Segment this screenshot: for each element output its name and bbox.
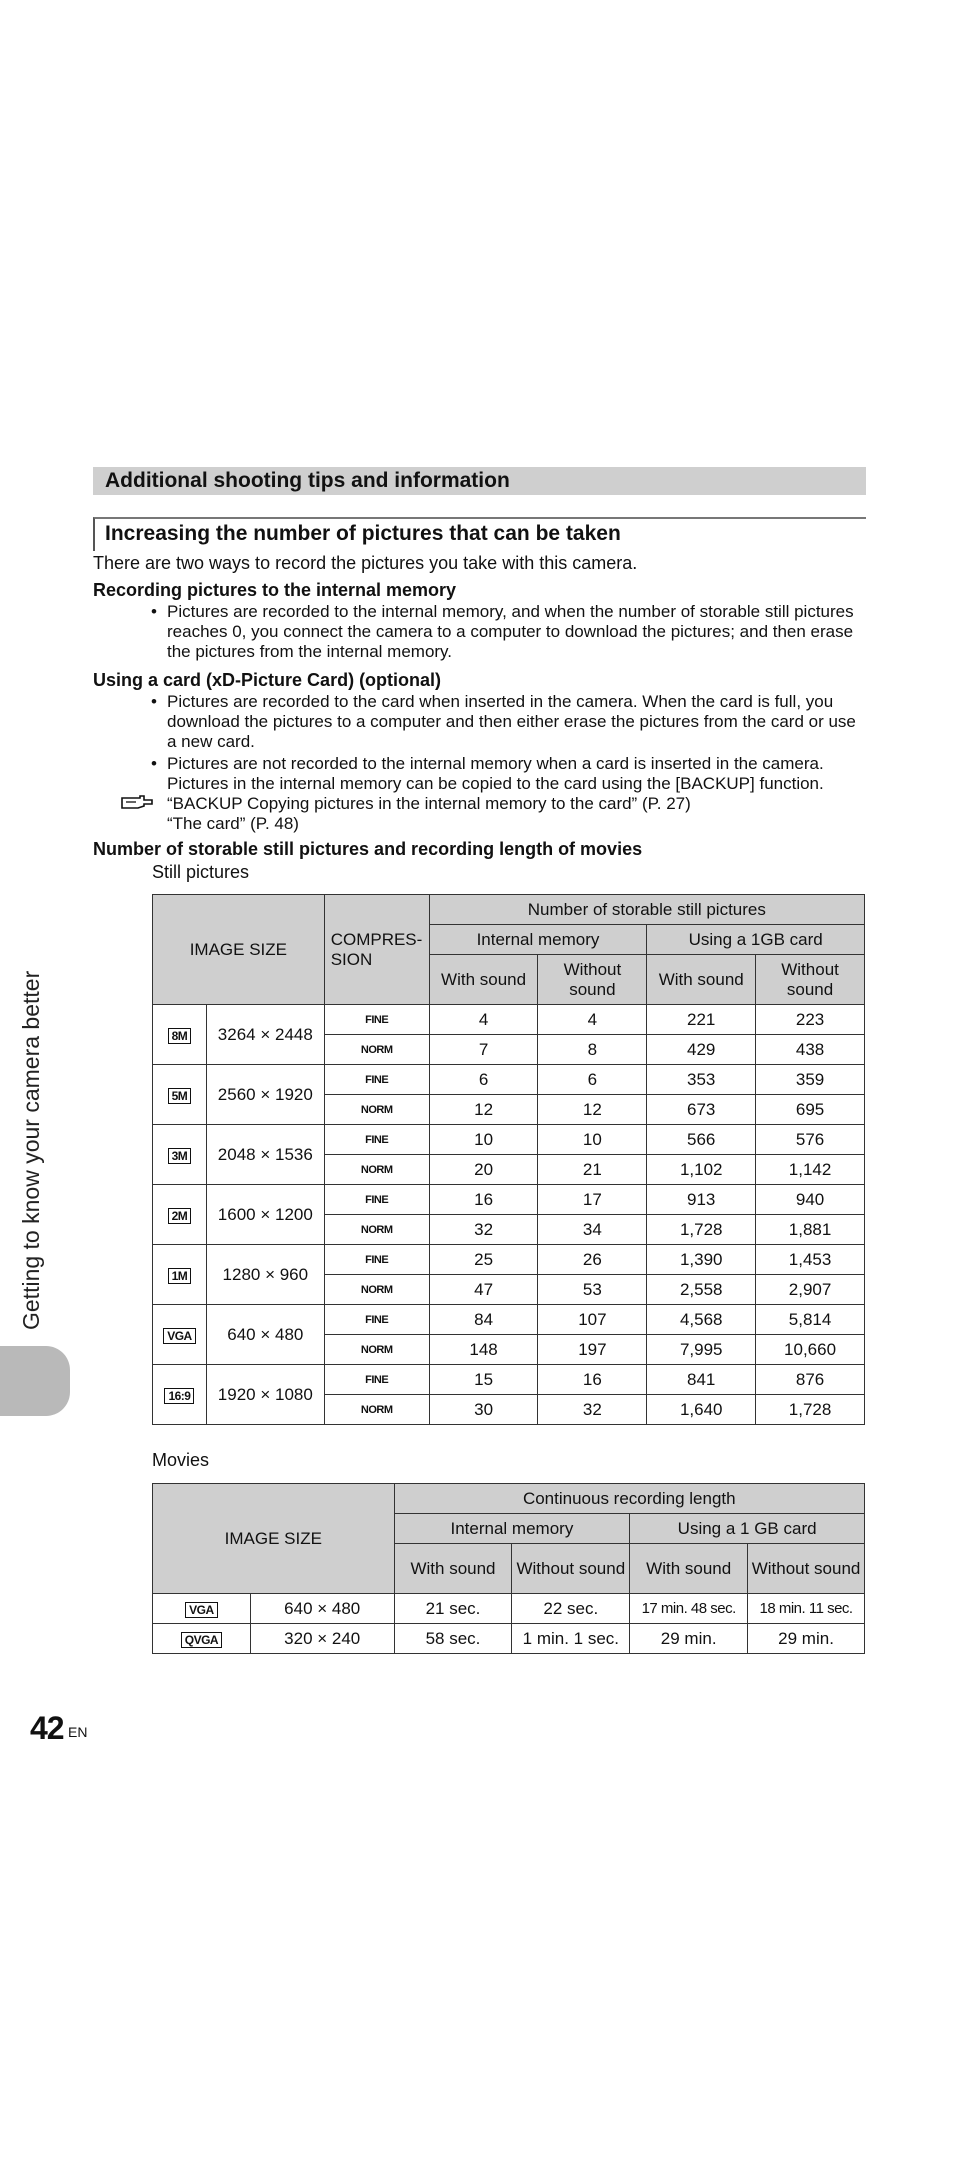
table-cell: 6 bbox=[538, 1065, 647, 1095]
table-cell: 2,558 bbox=[647, 1275, 756, 1305]
table-cell: 29 min. bbox=[630, 1624, 748, 1654]
image-size-value: 3264 × 2448 bbox=[206, 1005, 324, 1065]
recording-bullet: • Pictures are recorded to the internal memory, and when the number of storable still pictures reaches 0, you connect the camera to a computer to download the pictures; and then erase the pictures from the internal memory. bbox=[151, 602, 854, 661]
ref-2[interactable]: “The card” (P. 48) bbox=[167, 814, 299, 833]
table-row bbox=[153, 1245, 865, 1275]
still-pictures-table bbox=[152, 894, 865, 1425]
table-cell: 21 sec. bbox=[394, 1594, 512, 1624]
table-cell: 4 bbox=[538, 1005, 647, 1035]
table-cell: 438 bbox=[756, 1035, 865, 1065]
image-size-icon: 1M bbox=[153, 1245, 207, 1305]
col-without-sound: Without sound bbox=[512, 1544, 630, 1594]
table-cell: 673 bbox=[647, 1095, 756, 1125]
col-internal-memory: Internal memory bbox=[394, 1514, 630, 1544]
storable-heading: Number of storable still pictures and recording length of movies bbox=[93, 839, 643, 859]
section-title: Additional shooting tips and information bbox=[93, 467, 866, 495]
table-cell: 26 bbox=[538, 1245, 647, 1275]
col-without-sound: Without sound bbox=[538, 955, 647, 1005]
still-label: Still pictures bbox=[152, 862, 250, 882]
page-language: EN bbox=[68, 1724, 88, 1740]
table-cell: 359 bbox=[756, 1065, 865, 1095]
side-tab bbox=[0, 1346, 70, 1416]
table-row bbox=[153, 1594, 865, 1624]
pointing-hand-icon bbox=[120, 794, 154, 810]
image-size-value: 2048 × 1536 bbox=[206, 1125, 324, 1185]
image-size-value: 2560 × 1920 bbox=[206, 1065, 324, 1125]
ref-1[interactable]: “BACKUP Copying pictures in the internal memory to the card” (P. 27) bbox=[167, 794, 691, 813]
table-row bbox=[153, 1185, 865, 1215]
table-cell: 22 sec. bbox=[512, 1594, 630, 1624]
table-cell: 16 bbox=[538, 1365, 647, 1395]
col-compression: COMPRES- SION bbox=[324, 895, 429, 1005]
table-cell: 53 bbox=[538, 1275, 647, 1305]
image-size-value: 640 × 480 bbox=[206, 1305, 324, 1365]
compression-fine-icon: FINE bbox=[324, 1125, 429, 1155]
col-with-sound: With sound bbox=[647, 955, 756, 1005]
col-storable-group: Number of storable still pictures bbox=[429, 895, 864, 925]
compression-norm-icon: NORM bbox=[324, 1095, 429, 1125]
table-cell: 4,568 bbox=[647, 1305, 756, 1335]
table-cell: 695 bbox=[756, 1095, 865, 1125]
table-cell: 197 bbox=[538, 1335, 647, 1365]
col-card: Using a 1 GB card bbox=[630, 1514, 865, 1544]
table-cell: 1 min. 1 sec. bbox=[512, 1624, 630, 1654]
table-cell: 107 bbox=[538, 1305, 647, 1335]
col-without-sound: Without sound bbox=[748, 1544, 865, 1594]
table-cell: 5,814 bbox=[756, 1305, 865, 1335]
compression-fine-icon: FINE bbox=[324, 1005, 429, 1035]
table-cell: 1,728 bbox=[756, 1395, 865, 1425]
table-cell: 429 bbox=[647, 1035, 756, 1065]
image-size-icon: 5M bbox=[153, 1065, 207, 1125]
subheading: Increasing the number of pictures that can be taken bbox=[93, 517, 866, 551]
compression-fine-icon: FINE bbox=[324, 1185, 429, 1215]
table-cell: 1,881 bbox=[756, 1215, 865, 1245]
table-cell: 1,728 bbox=[647, 1215, 756, 1245]
table-cell: 566 bbox=[647, 1125, 756, 1155]
compression-norm-icon: NORM bbox=[324, 1155, 429, 1185]
col-with-sound: With sound bbox=[630, 1544, 748, 1594]
image-size-icon: 2M bbox=[153, 1185, 207, 1245]
image-size-value: 320 × 240 bbox=[250, 1624, 394, 1654]
compression-fine-icon: FINE bbox=[324, 1305, 429, 1335]
intro-text: There are two ways to record the pictures you take with this camera. bbox=[93, 553, 638, 573]
table-cell: 29 min. bbox=[748, 1624, 865, 1654]
compression-norm-icon: NORM bbox=[324, 1275, 429, 1305]
col-recording-group: Continuous recording length bbox=[394, 1484, 864, 1514]
recording-bullet-text: Pictures are recorded to the internal memory, and when the number of storable still pictures reaches 0, you connect the camera to a computer to download the pictures; and then erase the pictures from the internal memory. bbox=[167, 602, 854, 661]
table-cell: 17 bbox=[538, 1185, 647, 1215]
table-cell: 21 bbox=[538, 1155, 647, 1185]
table-row bbox=[153, 1065, 865, 1095]
card-bullet-1: • Pictures are recorded to the card when inserted in the camera. When the card is full, you download the pictures to a computer and then either erase the pictures from the card or use a new card. bbox=[151, 692, 856, 751]
compression-fine-icon: FINE bbox=[324, 1365, 429, 1395]
table-cell: 32 bbox=[538, 1395, 647, 1425]
table-cell: 940 bbox=[756, 1185, 865, 1215]
image-size-value: 640 × 480 bbox=[250, 1594, 394, 1624]
table-cell: 18 min. 11 sec. bbox=[748, 1594, 865, 1624]
table-cell: 6 bbox=[429, 1065, 538, 1095]
table-cell: 1,453 bbox=[756, 1245, 865, 1275]
table-row bbox=[153, 1005, 865, 1035]
table-cell: 10,660 bbox=[756, 1335, 865, 1365]
col-without-sound: Without sound bbox=[756, 955, 865, 1005]
table-cell: 10 bbox=[538, 1125, 647, 1155]
compression-norm-icon: NORM bbox=[324, 1215, 429, 1245]
table-cell: 10 bbox=[429, 1125, 538, 1155]
image-size-value: 1600 × 1200 bbox=[206, 1185, 324, 1245]
image-size-icon: 3M bbox=[153, 1125, 207, 1185]
card-bullet-2-text: Pictures are not recorded to the internal memory when a card is inserted in the camera. Pictures in the internal memory can be copied to the card using the [BACKUP] function. bbox=[167, 754, 824, 793]
table-row bbox=[153, 1624, 865, 1654]
table-cell: 841 bbox=[647, 1365, 756, 1395]
image-size-icon: 16:9 bbox=[153, 1365, 207, 1425]
table-cell: 1,102 bbox=[647, 1155, 756, 1185]
table-cell: 7,995 bbox=[647, 1335, 756, 1365]
table-cell: 1,142 bbox=[756, 1155, 865, 1185]
table-cell: 15 bbox=[429, 1365, 538, 1395]
compression-fine-icon: FINE bbox=[324, 1065, 429, 1095]
image-size-icon: 8M bbox=[153, 1005, 207, 1065]
table-cell: 1,390 bbox=[647, 1245, 756, 1275]
table-cell: 913 bbox=[647, 1185, 756, 1215]
compression-fine-icon: FINE bbox=[324, 1245, 429, 1275]
col-with-sound: With sound bbox=[394, 1544, 512, 1594]
image-size-value: 1920 × 1080 bbox=[206, 1365, 324, 1425]
table-cell: 47 bbox=[429, 1275, 538, 1305]
compression-norm-icon: NORM bbox=[324, 1395, 429, 1425]
table-cell: 876 bbox=[756, 1365, 865, 1395]
table-cell: 221 bbox=[647, 1005, 756, 1035]
table-cell: 30 bbox=[429, 1395, 538, 1425]
table-row bbox=[153, 1365, 865, 1395]
page-number: 42 bbox=[30, 1710, 64, 1746]
compression-norm-icon: NORM bbox=[324, 1335, 429, 1365]
movies-label: Movies bbox=[152, 1450, 210, 1470]
table-cell: 2,907 bbox=[756, 1275, 865, 1305]
table-cell: 4 bbox=[429, 1005, 538, 1035]
table-cell: 16 bbox=[429, 1185, 538, 1215]
table-cell: 12 bbox=[538, 1095, 647, 1125]
table-cell: 148 bbox=[429, 1335, 538, 1365]
image-size-value: 1280 × 960 bbox=[206, 1245, 324, 1305]
side-section-label: Getting to know your camera better bbox=[18, 970, 44, 1330]
col-with-sound: With sound bbox=[429, 955, 538, 1005]
table-cell: 58 sec. bbox=[394, 1624, 512, 1654]
table-cell: 1,640 bbox=[647, 1395, 756, 1425]
table-cell: 17 min. 48 sec. bbox=[630, 1594, 748, 1624]
table-cell: 34 bbox=[538, 1215, 647, 1245]
table-cell: 353 bbox=[647, 1065, 756, 1095]
table-cell: 20 bbox=[429, 1155, 538, 1185]
card-bullet-1-text: Pictures are recorded to the card when inserted in the camera. When the card is full, you download the pictures to a computer and then either erase the pictures from the card or use a new card. bbox=[167, 692, 856, 751]
col-internal-memory: Internal memory bbox=[429, 925, 647, 955]
movies-table bbox=[152, 1483, 865, 1654]
image-size-icon: VGA bbox=[153, 1594, 251, 1624]
table-cell: 84 bbox=[429, 1305, 538, 1335]
table-cell: 7 bbox=[429, 1035, 538, 1065]
table-row bbox=[153, 1305, 865, 1335]
compression-norm-icon: NORM bbox=[324, 1035, 429, 1065]
table-cell: 223 bbox=[756, 1005, 865, 1035]
image-size-icon: QVGA bbox=[153, 1624, 251, 1654]
col-image-size: IMAGE SIZE bbox=[153, 1484, 395, 1594]
table-cell: 8 bbox=[538, 1035, 647, 1065]
image-size-icon: VGA bbox=[153, 1305, 207, 1365]
recording-heading: Recording pictures to the internal memory bbox=[93, 580, 457, 600]
table-cell: 12 bbox=[429, 1095, 538, 1125]
table-cell: 32 bbox=[429, 1215, 538, 1245]
table-cell: 25 bbox=[429, 1245, 538, 1275]
card-heading: Using a card (xD-Picture Card) (optional) bbox=[93, 670, 442, 690]
table-cell: 576 bbox=[756, 1125, 865, 1155]
table-row bbox=[153, 1125, 865, 1155]
col-card: Using a 1GB card bbox=[647, 925, 865, 955]
card-bullet-2: • Pictures are not recorded to the internal memory when a card is inserted in the camera. Pictures in the internal memory can be copied to the card using the [BACKUP] function. bbox=[151, 754, 824, 793]
col-image-size: IMAGE SIZE bbox=[153, 895, 325, 1005]
